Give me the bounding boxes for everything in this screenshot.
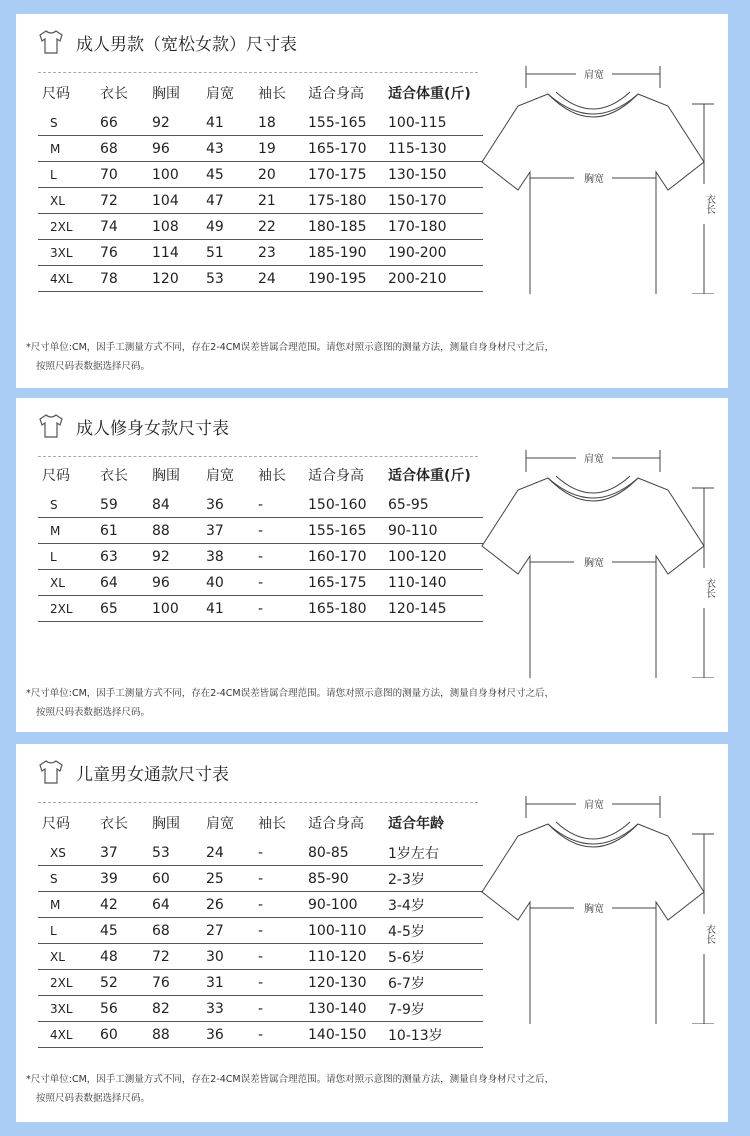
table-cell: 180-185 — [308, 214, 388, 240]
table-cell: - — [258, 492, 308, 518]
table-cell: 185-190 — [308, 240, 388, 266]
panel-title: 成人男款（宽松女款）尺寸表 — [36, 26, 297, 58]
table-cell: 100 — [152, 596, 206, 622]
table-cell: - — [258, 996, 308, 1022]
table-cell: 68 — [100, 136, 152, 162]
table-cell: 31 — [206, 970, 258, 996]
table-cell: 52 — [100, 970, 152, 996]
table-cell: 42 — [100, 892, 152, 918]
table-cell: 100-115 — [388, 110, 483, 136]
table-cell: 88 — [152, 518, 206, 544]
table-cell: 3-4岁 — [388, 892, 483, 918]
length-label: 衣长 — [703, 194, 715, 214]
table-cell: 92 — [152, 110, 206, 136]
table-cell: - — [258, 866, 308, 892]
table-cell: L — [38, 162, 100, 188]
table-cell: 39 — [100, 866, 152, 892]
table-cell: XL — [38, 944, 100, 970]
table-cell: 96 — [152, 570, 206, 596]
table-cell: 60 — [100, 1022, 152, 1048]
table-cell: 155-165 — [308, 110, 388, 136]
table-cell: 2-3岁 — [388, 866, 483, 892]
table-cell: 74 — [100, 214, 152, 240]
table-row — [38, 596, 483, 622]
table-cell: XL — [38, 570, 100, 596]
table-cell: 200-210 — [388, 266, 483, 292]
table-cell: S — [38, 866, 100, 892]
table-cell: 3XL — [38, 996, 100, 1022]
table-cell: 68 — [152, 918, 206, 944]
tshirt-icon — [36, 27, 66, 57]
table-cell: 150-170 — [388, 188, 483, 214]
chest-label: 胸宽 — [584, 904, 604, 915]
tshirt-outline — [482, 478, 704, 678]
table-cell: 1岁左右 — [388, 840, 483, 866]
table-row — [38, 162, 483, 188]
table-cell: 33 — [206, 996, 258, 1022]
table-cell: 5-6岁 — [388, 944, 483, 970]
measurement-diagram — [478, 774, 724, 1024]
table-cell: 70 — [100, 162, 152, 188]
table-cell: 2XL — [38, 214, 100, 240]
panel-title: 儿童男女通款尺寸表 — [36, 756, 229, 788]
table-cell: 108 — [152, 214, 206, 240]
table-cell: 2XL — [38, 970, 100, 996]
table-cell: 4XL — [38, 1022, 100, 1048]
table-cell: 36 — [206, 492, 258, 518]
shoulder-label: 肩宽 — [584, 70, 604, 81]
table-cell: - — [258, 892, 308, 918]
table-cell: - — [258, 544, 308, 570]
table-row — [38, 518, 483, 544]
table-cell: 88 — [152, 1022, 206, 1048]
table-cell: 36 — [206, 1022, 258, 1048]
table-cell: 27 — [206, 918, 258, 944]
table-cell: 63 — [100, 544, 152, 570]
table-cell: 2XL — [38, 596, 100, 622]
table-cell: 100-110 — [308, 918, 388, 944]
table-cell: 3XL — [38, 240, 100, 266]
size-table — [38, 458, 483, 622]
tshirt-outline — [482, 94, 704, 294]
table-cell: 104 — [152, 188, 206, 214]
table-header: 尺码 衣长 胸围 肩宽 袖长 适合身高 适合年龄 — [42, 816, 444, 832]
shoulder-label: 肩宽 — [584, 454, 604, 465]
table-cell: 6-7岁 — [388, 970, 483, 996]
table-cell: 25 — [206, 866, 258, 892]
table-cell: 45 — [100, 918, 152, 944]
table-cell: 100 — [152, 162, 206, 188]
table-cell: 45 — [206, 162, 258, 188]
table-cell: 59 — [100, 492, 152, 518]
table-cell: 82 — [152, 996, 206, 1022]
tshirt-icon — [36, 757, 66, 787]
table-cell: 21 — [258, 188, 308, 214]
table-cell: 140-150 — [308, 1022, 388, 1048]
table-cell: - — [258, 970, 308, 996]
tshirt-outline — [482, 824, 704, 1024]
tshirt-measurement-diagram — [478, 44, 724, 294]
table-row — [38, 996, 483, 1022]
table-cell: 130-140 — [308, 996, 388, 1022]
tshirt-icon — [36, 411, 66, 441]
table-cell: 41 — [206, 110, 258, 136]
table-cell: 56 — [100, 996, 152, 1022]
table-cell: 19 — [258, 136, 308, 162]
table-cell: 23 — [258, 240, 308, 266]
table-cell: 4-5岁 — [388, 918, 483, 944]
table-cell: M — [38, 136, 100, 162]
table-cell: S — [38, 492, 100, 518]
table-row — [38, 136, 483, 162]
table-cell: M — [38, 892, 100, 918]
table-row — [38, 188, 483, 214]
chest-label: 胸宽 — [584, 174, 604, 185]
table-header: 尺码 衣长 胸围 肩宽 袖长 适合身高 适合体重(斤) — [42, 468, 471, 484]
table-cell: - — [258, 596, 308, 622]
table-cell: 64 — [100, 570, 152, 596]
table-cell: XS — [38, 840, 100, 866]
table-cell: 48 — [100, 944, 152, 970]
panel-title: 成人修身女款尺寸表 — [36, 410, 229, 442]
size-panel-women-slim — [16, 398, 728, 732]
table-cell: 92 — [152, 544, 206, 570]
table-cell: - — [258, 570, 308, 596]
table-cell: 120-145 — [388, 596, 483, 622]
table-row — [38, 840, 483, 866]
table-row — [38, 892, 483, 918]
table-cell: M — [38, 518, 100, 544]
size-table — [38, 76, 483, 292]
table-cell: 18 — [258, 110, 308, 136]
table-cell: 165-170 — [308, 136, 388, 162]
table-cell: 49 — [206, 214, 258, 240]
table-cell: L — [38, 544, 100, 570]
table-cell: 72 — [152, 944, 206, 970]
table-cell: 175-180 — [308, 188, 388, 214]
table-row — [38, 544, 483, 570]
table-cell: 22 — [258, 214, 308, 240]
table-cell: 80-85 — [308, 840, 388, 866]
table-cell: 170-180 — [388, 214, 483, 240]
table-cell: 20 — [258, 162, 308, 188]
table-cell: 61 — [100, 518, 152, 544]
table-row — [38, 1022, 483, 1048]
table-cell: 7-9岁 — [388, 996, 483, 1022]
table-cell: 65 — [100, 596, 152, 622]
table-cell: 90-100 — [308, 892, 388, 918]
table-cell: 41 — [206, 596, 258, 622]
table-row — [38, 266, 483, 292]
table-row — [38, 214, 483, 240]
divider — [38, 802, 478, 803]
table-cell: 26 — [206, 892, 258, 918]
table-cell: 53 — [152, 840, 206, 866]
table-row — [38, 970, 483, 996]
table-cell: 76 — [100, 240, 152, 266]
table-cell: 24 — [206, 840, 258, 866]
table-cell: 65-95 — [388, 492, 483, 518]
chest-label: 胸宽 — [584, 558, 604, 569]
table-cell: - — [258, 918, 308, 944]
table-cell: S — [38, 110, 100, 136]
tshirt-measurement-diagram — [478, 774, 724, 1024]
table-cell: L — [38, 918, 100, 944]
table-header: 尺码 衣长 胸围 肩宽 袖长 适合身高 适合体重(斤) — [42, 86, 471, 102]
table-row — [38, 918, 483, 944]
table-cell: 37 — [100, 840, 152, 866]
table-cell: 160-170 — [308, 544, 388, 570]
table-cell: 84 — [152, 492, 206, 518]
collar-inner — [556, 92, 630, 109]
collar-inner — [556, 822, 630, 839]
table-cell: 165-180 — [308, 596, 388, 622]
divider — [38, 72, 478, 73]
table-cell: 190-200 — [388, 240, 483, 266]
table-cell: 100-120 — [388, 544, 483, 570]
size-note: *尺寸单位:CM，因手工测量方式不同，存在2-4CM误差皆属合理范围。请您对照示意图的测量方法，测量自身身材尺寸之后， 按照尺码表数据选择尺码。 — [26, 688, 555, 718]
table-cell: 150-160 — [308, 492, 388, 518]
table-cell: 72 — [100, 188, 152, 214]
table-cell: 165-175 — [308, 570, 388, 596]
table-cell: XL — [38, 188, 100, 214]
table-cell: 64 — [152, 892, 206, 918]
table-cell: 120 — [152, 266, 206, 292]
table-cell: 110-120 — [308, 944, 388, 970]
size-table — [38, 806, 483, 1048]
divider — [38, 456, 478, 457]
table-row — [38, 110, 483, 136]
table-cell: 130-150 — [388, 162, 483, 188]
table-cell: 155-165 — [308, 518, 388, 544]
size-note: *尺寸单位:CM，因手工测量方式不同，存在2-4CM误差皆属合理范围。请您对照示意图的测量方法，测量自身身材尺寸之后， 按照尺码表数据选择尺码。 — [26, 342, 555, 372]
table-cell: 60 — [152, 866, 206, 892]
table-cell: 78 — [100, 266, 152, 292]
size-note: *尺寸单位:CM，因手工测量方式不同，存在2-4CM误差皆属合理范围。请您对照示意图的测量方法，测量自身身材尺寸之后， 按照尺码表数据选择尺码。 — [26, 1074, 555, 1104]
table-row — [38, 944, 483, 970]
table-cell: 190-195 — [308, 266, 388, 292]
tshirt-measurement-diagram — [478, 428, 724, 678]
table-cell: - — [258, 944, 308, 970]
table-cell: 114 — [152, 240, 206, 266]
table-cell: 120-130 — [308, 970, 388, 996]
table-cell: 47 — [206, 188, 258, 214]
shoulder-label: 肩宽 — [584, 800, 604, 811]
table-cell: 90-110 — [388, 518, 483, 544]
table-cell: 76 — [152, 970, 206, 996]
table-cell: 66 — [100, 110, 152, 136]
table-row — [38, 866, 483, 892]
collar-inner — [556, 476, 630, 493]
measurement-diagram — [478, 44, 724, 294]
table-cell: - — [258, 1022, 308, 1048]
table-cell: 96 — [152, 136, 206, 162]
table-cell: 30 — [206, 944, 258, 970]
table-cell: 110-140 — [388, 570, 483, 596]
table-cell: 53 — [206, 266, 258, 292]
table-cell: 37 — [206, 518, 258, 544]
table-cell: 40 — [206, 570, 258, 596]
table-cell: 85-90 — [308, 866, 388, 892]
table-cell: 38 — [206, 544, 258, 570]
table-row — [38, 570, 483, 596]
table-cell: 4XL — [38, 266, 100, 292]
table-row — [38, 492, 483, 518]
size-panel-adult-men — [16, 14, 728, 388]
size-panel-kids — [16, 744, 728, 1122]
table-cell: 24 — [258, 266, 308, 292]
table-cell: 115-130 — [388, 136, 483, 162]
measurement-diagram — [478, 428, 724, 678]
table-cell: 10-13岁 — [388, 1022, 483, 1048]
length-label: 衣长 — [703, 924, 715, 944]
table-row — [38, 240, 483, 266]
table-cell: - — [258, 840, 308, 866]
table-cell: - — [258, 518, 308, 544]
table-cell: 170-175 — [308, 162, 388, 188]
table-cell: 51 — [206, 240, 258, 266]
table-cell: 43 — [206, 136, 258, 162]
length-label: 衣长 — [703, 578, 715, 598]
